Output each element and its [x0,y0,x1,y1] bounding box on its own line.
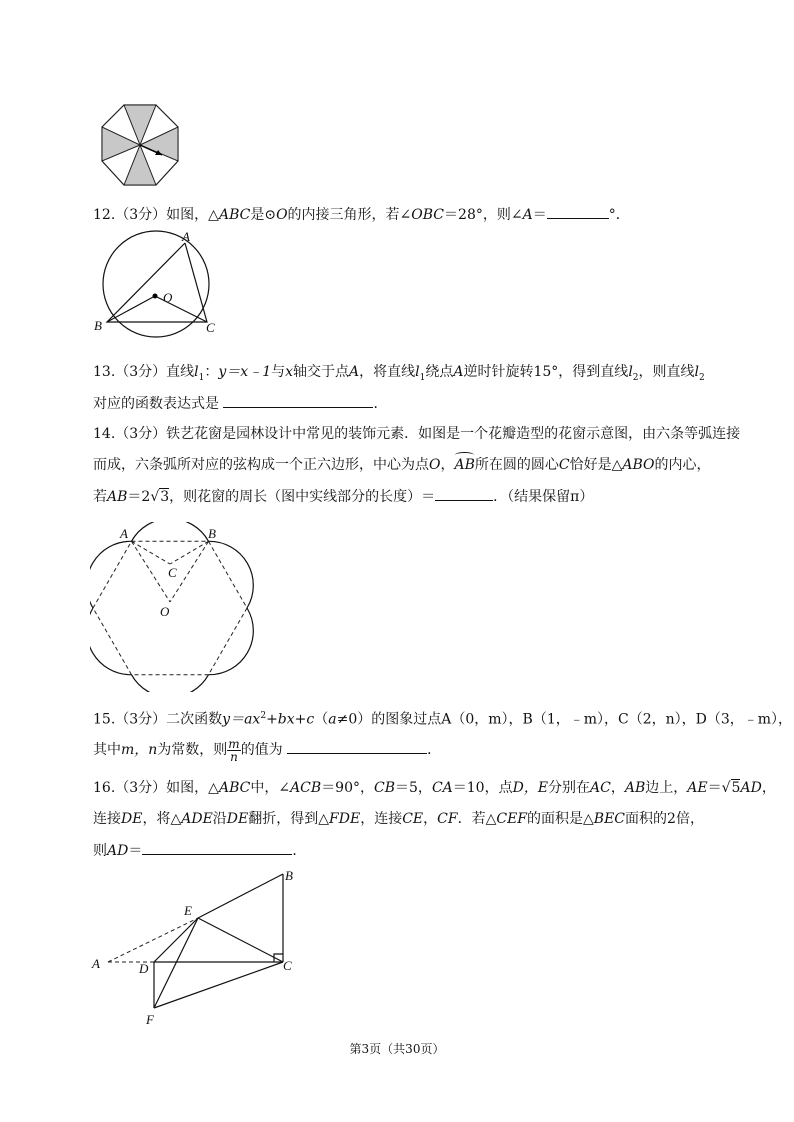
q14-line3: 若AB＝2√3，则花窗的周长（图中实线部分的长度）＝ ．（结果保留π） [93,486,593,507]
q15-line2: 其中m，n为常数，则 $\frac{m}{n}$ 的值为 ． [93,736,442,764]
label-O: O [160,604,170,619]
label-D: D [139,961,149,976]
q14-flower-figure [90,522,265,692]
fraction-m-over-n: $\frac{m}{n}$ [228,736,240,764]
label-C: C [283,958,292,973]
q16-triangle-figure [88,866,313,1031]
label-C: C [168,565,177,580]
q14-line2: 而成，六条弧所对应的弦构成一个正六边形，中心为点O， AB所在圆的圆心C恰好是△ABO的内心， [93,455,711,475]
q16-line2: 连接DE，将△ADE沿DE翻折，得到△FDE，连接CE，CF．若△CEF的面积是△BEC面积的2倍， [93,811,704,827]
q12-circle-figure [90,230,230,338]
answer-blank [435,486,493,501]
label-A: A [182,230,190,244]
label-C: C [206,320,215,335]
q16-line3: 则AD＝ ． [93,840,306,861]
label-B: B [285,868,293,883]
label-O: O [163,290,173,305]
q12-text: 12.（3分）如图，△ABC是⊙O的内接三角形，若∠OBC＝28°，则∠A＝ °． [93,204,630,225]
label-B: B [208,526,216,541]
page-footer: 第3页（共30页） [349,1042,445,1056]
label-B: B [94,318,102,333]
label-F: F [146,1012,154,1027]
q16-line1: 16.（3分）如图，△ABC中，∠ACB＝90°，CB＝5，CA＝10，点D，E分别在AC，AB边上，AE＝√5AD， [93,780,776,796]
answer-blank [142,840,292,855]
label-E: E [184,903,192,918]
answer-blank [287,739,427,754]
q15-line1: 15.（3分）二次函数$y=ax^2+bx+c(a\ne 0)$的图象过点A（0，m），B（1，﹣m），C（2，n），D（3，﹣m）， [93,711,793,728]
answer-blank [223,393,373,408]
octagon-figure [90,103,200,198]
label-A: A [120,526,128,541]
q13-line1: 13.（3分）直线$l_1$：y＝x﹣1与x轴交于点A，将直线$l_1$绕点A逆时针旋转15°，得到直线$l_2$，则直线$l_2$ [93,364,705,383]
answer-blank [547,204,609,219]
q14-line1: 14.（3分）铁艺花窗是园林设计中常见的装饰元素．如图是一个花瓣造型的花窗示意图，由六条等弧连接 [93,426,741,442]
q13-line2: 对应的函数表达式是 ． [93,393,387,414]
label-A: A [92,956,100,971]
